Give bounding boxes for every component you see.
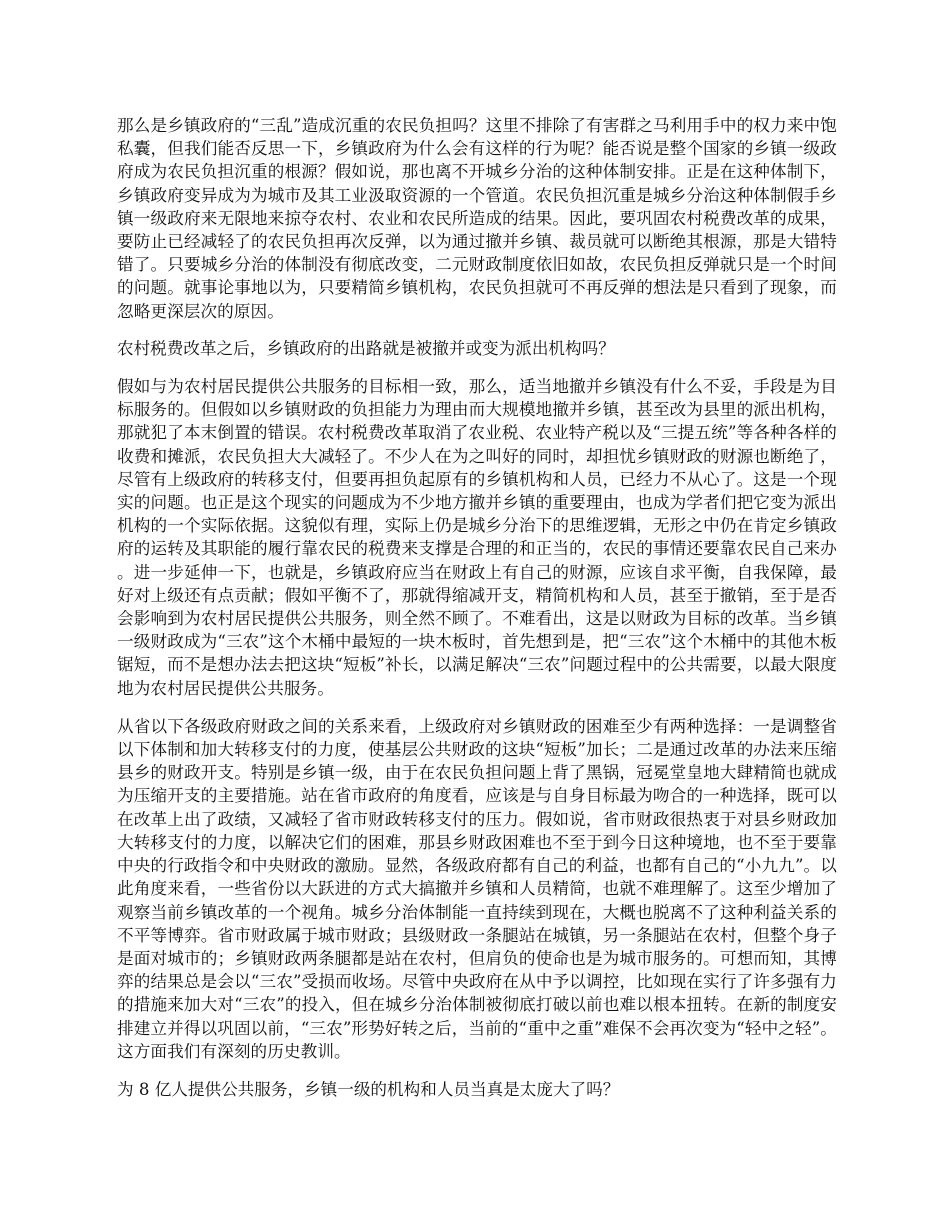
paragraph-spacer: [117, 1063, 837, 1078]
section-question-1: 农村税费改革之后，乡镇政府的出路就是被撤并或变为派出机构吗？: [117, 338, 615, 358]
paragraph-spacer: [117, 360, 837, 375]
paragraph-spacer: [117, 700, 837, 715]
paragraph-spacer: [117, 323, 837, 337]
document-body: [117, 114, 837, 1101]
paragraph-2: 假如与为农村居民提供公共服务的目标相一致，那么，适当地撤并乡镇没有什么不妥，手段是为目标服务的。但假如以乡镇财政的负担能力为理由而大规模地撤并乡镇，甚至改为县里的派出机构，那就犯了本末倒置的错误。农村税费改革取消了农业税、农业特产税以及“三提五统”等各种各样的收费和摊派，农民负担大大减轻了。不少人在为之叫好的同时，却担忧乡镇财政的财源也断绝了，尽管有上级政府的转移支付，但要再担负起原有的乡镇机构和人员，已经力不从心了。这是一个现实的问题。也正是这个现实的问题成为不少地方撤并乡镇的重要理由，也成为学者们把它变为派出机构的一个实际依据。这貌似有理，实际上仍是城乡分治下的思维逻辑，无形之中仍在肯定乡镇政府的运转及其职能的履行靠农民的税费来支撑是合理的和正当的，农民的事情还要靠农民自己来办。进一步延伸一下，也就是，乡镇政府应当在财政上有自己的财源，应该自求平衡，自我保障，最好对上级还有点贡献；假如平衡不了，那就得缩减开支，精简机构和人员，甚至于撤销，至于是否会影响到为农村居民提供公共服务，则全然不顾了。不难看出，这是以财政为目标的改革。当乡镇一级财政成为“三农”这个木桶中最短的一块木板时，首先想到是，把“三农”这个木桶中的其他木板锯短，而不是想办法去把这块“短板”补长，以满足解决“三农”问题过程中的公共需要，以最大限度地为农村居民提供公共服务。: [117, 377, 837, 698]
section-question-2: 为 8 亿人提供公共服务，乡镇一级的机构和人员当真是太庞大了吗？: [117, 1079, 620, 1099]
paragraph-1: 那么是乡镇政府的“三乱”造成沉重的农民负担吗？这里不排除了有害群之马利用手中的权力来中饱私囊，但我们能否反思一下，乡镇政府为什么会有这样的行为呢？能否说是整个国家的乡镇一级政府成为农民负担沉重的根源？假如说，那也离不开城乡分治的这种体制安排。正是在这种体制下，乡镇政府变异成为为城市及其工业汲取资源的一个管道。农民负担沉重是城乡分治这种体制假手乡镇一级政府来无限地来掠夺农村、农业和农民所造成的结果。因此，要巩固农村税费改革的成果，要防止已经减轻了的农民负担再次反弹，以为通过撤并乡镇、裁员就可以断绝其根源，那是大错特错了。只要城乡分治的体制没有彻底改变，二元财政制度依旧如故，农民负担反弹就只是一个时间的问题。就事论事地以为，只要精简乡镇机构，农民负担就可不再反弹的想法是只看到了现象，而忽略更深层次的原因。: [117, 116, 837, 321]
paragraph-3: 从省以下各级政府财政之间的关系来看，上级政府对乡镇财政的困难至少有两种选择：一是调整省以下体制和加大转移支付的力度，使基层公共财政的这块“短板”加长；二是通过改革的办法来压缩县乡的财政开支。特别是乡镇一级，由于在农民负担问题上背了黑锅，冠冕堂皇地大肆精简也就成为压缩开支的主要措施。站在省市政府的角度看，应该是与自身目标最为吻合的一种选择，既可以在改革上出了政绩，又减轻了省市财政转移支付的压力。假如说，省市财政很热衷于对县乡财政加大转移支付的力度，以解决它们的困难，那县乡财政困难也不至于到今日这种境地，也不至于要靠中央的行政指令和中央财政的激励。显然，各级政府都有自己的利益，也都有自己的“小九九”。以此角度来看，一些省份以大跃进的方式大搞撤并乡镇和人员精简，也就不难理解了。这至少增加了观察当前乡镇改革的一个视角。城乡分治体制能一直持续到现在，大概也脱离不了这种利益关系的不平等博弈。省市财政属于城市财政；县级财政一条腿站在城镇，另一条腿站在农村，但整个身子是面对城市的；乡镇财政两条腿都是站在农村，但肩负的使命也是为城市服务的。可想而知，其博弈的结果总是会以“三农”受损而收场。尽管中央政府在从中予以调控，比如现在实行了许多强有力的措施来加大对“三农”的投入，但在城乡分治体制被彻底打破以前也难以根本扭转。在新的制度安排建立并得以巩固以前，“三农”形势好转之后，当前的“重中之重”难保不会再次变为“轻中之轻”。这方面我们有深刻的历史教训。: [117, 716, 837, 1061]
